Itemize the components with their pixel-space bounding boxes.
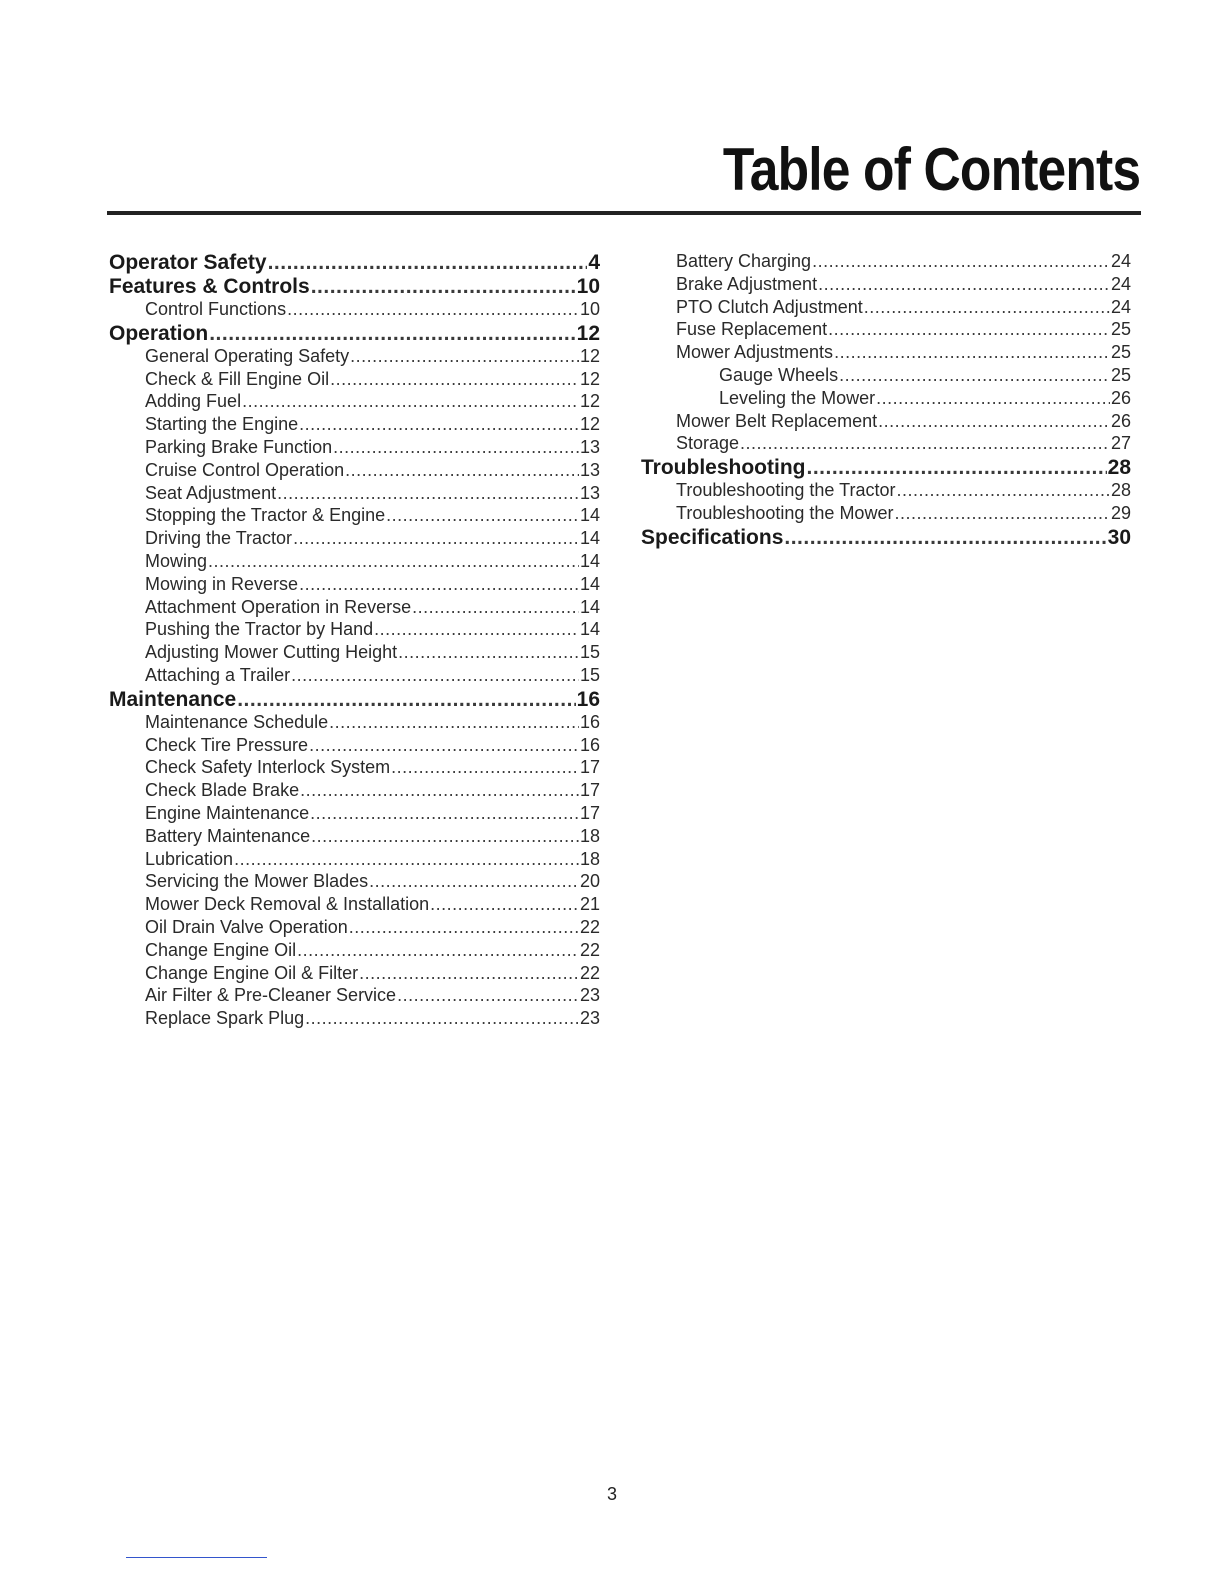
dot-leader	[398, 641, 579, 664]
toc-entry[interactable]	[641, 410, 1131, 433]
toc-entry[interactable]	[109, 916, 600, 939]
toc-entry[interactable]	[109, 345, 600, 368]
dot-leader	[309, 734, 579, 757]
toc-entry-page: 14	[579, 505, 600, 526]
toc-entry-page: 15	[579, 664, 600, 685]
dot-leader	[391, 756, 579, 779]
toc-entry-label: Cruise Control Operation	[145, 459, 345, 480]
toc-entry-page: 4	[588, 251, 600, 274]
toc-entry[interactable]	[109, 893, 600, 916]
toc-entry-page: 24	[1110, 296, 1131, 317]
dot-leader	[397, 984, 579, 1007]
dot-leader	[345, 459, 579, 482]
toc-entry-label: Stopping the Tractor & Engine	[145, 505, 386, 526]
toc-entry-page: 27	[1110, 433, 1131, 454]
dot-leader	[311, 825, 579, 848]
dot-leader	[277, 482, 579, 505]
toc-entry-page: 29	[1110, 502, 1131, 523]
toc-entry-page: 10	[576, 275, 600, 298]
dot-leader	[287, 298, 579, 321]
dot-leader	[864, 296, 1110, 319]
toc-entry-page: 24	[1110, 251, 1131, 271]
toc-entry-label: Parking Brake Function	[145, 436, 333, 457]
toc-entry-label: Attaching a Trailer	[145, 664, 291, 685]
toc-entry-label: Mower Deck Removal & Installation	[145, 894, 430, 915]
dot-leader	[300, 779, 579, 802]
dot-leader	[297, 939, 579, 962]
dot-leader	[812, 250, 1110, 273]
toc-entry-page: 13	[579, 459, 600, 480]
dot-leader	[896, 479, 1110, 502]
dot-leader	[350, 345, 579, 368]
dot-leader	[359, 962, 579, 985]
dot-leader	[293, 527, 579, 550]
dot-leader	[894, 502, 1110, 525]
toc-entry[interactable]	[109, 984, 600, 1007]
toc-section-entry[interactable]	[641, 456, 1131, 479]
toc-entry[interactable]	[109, 825, 600, 848]
page-title: Table of Contents	[722, 136, 1140, 203]
toc-entry[interactable]	[109, 482, 600, 505]
toc-entry[interactable]	[109, 939, 600, 962]
toc-entry-page: 22	[579, 939, 600, 960]
dot-leader	[828, 318, 1110, 341]
dot-leader	[369, 870, 579, 893]
toc-entry[interactable]	[641, 479, 1131, 502]
toc-entry[interactable]	[109, 573, 600, 596]
dot-leader	[299, 573, 579, 596]
toc-entry-label: Mower Belt Replacement	[676, 410, 878, 431]
dot-leader	[374, 618, 579, 641]
toc-section-entry[interactable]	[641, 526, 1131, 549]
toc-entry-page: 12	[579, 345, 600, 366]
dot-leader	[209, 322, 575, 345]
toc-entry[interactable]	[641, 387, 1131, 410]
toc-entry[interactable]	[641, 273, 1131, 296]
dot-leader	[806, 456, 1106, 479]
toc-entry[interactable]	[109, 504, 600, 527]
dot-leader	[242, 390, 579, 413]
toc-entry-page: 13	[579, 482, 600, 503]
toc-entry-label: Check Tire Pressure	[145, 734, 309, 755]
toc-entry[interactable]	[109, 596, 600, 619]
toc-entry-page: 17	[579, 757, 600, 778]
toc-entry[interactable]	[109, 870, 600, 893]
toc-entry-label: Operation	[109, 321, 209, 345]
toc-entry[interactable]	[109, 802, 600, 825]
toc-entry-label: Engine Maintenance	[145, 802, 310, 823]
dot-leader	[878, 410, 1110, 433]
toc-entry[interactable]	[109, 734, 600, 757]
toc-entry[interactable]	[109, 459, 600, 482]
toc-entry-label: Starting the Engine	[145, 414, 299, 435]
toc-entry[interactable]	[641, 364, 1131, 387]
toc-entry-label: Battery Charging	[676, 251, 812, 271]
toc-entry-label: Maintenance Schedule	[145, 711, 329, 732]
toc-entry[interactable]	[109, 664, 600, 687]
toc-entry-label: Troubleshooting the Tractor	[676, 480, 896, 501]
toc-entry[interactable]	[641, 296, 1131, 319]
toc-entry-page: 14	[579, 550, 600, 571]
toc-entry-page: 30	[1107, 525, 1131, 549]
toc-entry-label: Control Functions	[145, 299, 287, 319]
toc-entry-page: 12	[576, 321, 600, 345]
toc-entry[interactable]	[109, 779, 600, 802]
dot-leader	[333, 436, 579, 459]
toc-entry-label: Check Safety Interlock System	[145, 757, 391, 778]
toc-entry-page: 12	[579, 391, 600, 412]
toc-section-entry[interactable]	[109, 275, 600, 298]
toc-entry-label: Troubleshooting	[641, 456, 806, 480]
toc-entry-label: Air Filter & Pre-Cleaner Service	[145, 985, 397, 1006]
toc-entry-page: 16	[579, 711, 600, 732]
toc-entry-page: 28	[1110, 480, 1131, 501]
dot-leader	[740, 432, 1110, 455]
toc-entry-page: 14	[579, 528, 600, 549]
toc-entry-page: 17	[579, 780, 600, 801]
page-number: 3	[606, 1484, 617, 1504]
toc-entry[interactable]	[109, 756, 600, 779]
toc-entry[interactable]	[641, 250, 1131, 273]
dot-leader	[818, 273, 1110, 296]
toc-entry-page: 13	[579, 436, 600, 457]
dot-leader	[349, 916, 579, 939]
toc-entry-label: Troubleshooting the Mower	[676, 502, 894, 523]
toc-entry[interactable]	[109, 436, 600, 459]
toc-entry-label: Leveling the Mower	[719, 387, 876, 408]
dot-leader	[310, 802, 579, 825]
toc-entry-page: 28	[1107, 456, 1131, 480]
toc-entry-page: 20	[579, 871, 600, 892]
toc-entry-label: Storage	[676, 433, 740, 454]
dot-leader	[834, 341, 1110, 364]
toc-entry-label: Specifications	[641, 525, 784, 549]
toc-entry-page: 26	[1110, 410, 1131, 431]
toc-entry[interactable]	[109, 1007, 600, 1030]
toc-entry-label: Seat Adjustment	[145, 482, 277, 503]
toc-entry[interactable]	[641, 318, 1131, 341]
toc-entry-label: Fuse Replacement	[676, 319, 828, 340]
toc-entry[interactable]	[109, 368, 600, 391]
toc-entry-label: General Operating Safety	[145, 345, 350, 366]
toc-entry-label: Operator Safety	[109, 251, 267, 274]
toc-entry-page: 22	[579, 962, 600, 983]
toc-right-column	[641, 250, 1131, 549]
dot-leader	[237, 688, 575, 711]
toc-entry-page: 25	[1110, 342, 1131, 363]
toc-section-entry[interactable]	[109, 322, 600, 345]
toc-entry-label: Change Engine Oil	[145, 939, 297, 960]
toc-entry-label: Driving the Tractor	[145, 528, 293, 549]
toc-entry[interactable]	[109, 641, 600, 664]
toc-entry-page: 14	[579, 596, 600, 617]
toc-entry-page: 16	[579, 734, 600, 755]
toc-entry-label: Check Blade Brake	[145, 780, 300, 801]
toc-entry-page: 10	[579, 299, 600, 319]
toc-entry-label: Lubrication	[145, 848, 234, 869]
toc-entry-label: Check & Fill Engine Oil	[145, 368, 330, 389]
toc-entry-page: 15	[579, 642, 600, 663]
toc-entry[interactable]	[641, 432, 1131, 455]
toc-entry-page: 18	[579, 848, 600, 869]
toc-entry[interactable]	[109, 848, 600, 871]
toc-entry-page: 23	[579, 1008, 600, 1029]
toc-entry[interactable]	[109, 618, 600, 641]
toc-left-column	[109, 250, 600, 1030]
dot-leader	[234, 848, 579, 871]
toc-entry-page: 17	[579, 802, 600, 823]
toc-entry-label: Maintenance	[109, 687, 237, 711]
toc-entry-label: Servicing the Mower Blades	[145, 871, 369, 892]
toc-entry[interactable]	[109, 527, 600, 550]
toc-entry-page: 18	[579, 825, 600, 846]
footer-line	[126, 1557, 267, 1558]
dot-leader	[329, 711, 579, 734]
dot-leader	[839, 364, 1110, 387]
dot-leader	[876, 387, 1110, 410]
toc-entry-page: 14	[579, 573, 600, 594]
toc-entry-label: Attachment Operation in Reverse	[145, 596, 412, 617]
toc-entry-label: Change Engine Oil & Filter	[145, 962, 359, 983]
toc-entry-page: 26	[1110, 387, 1131, 408]
toc-entry-page: 24	[1110, 273, 1131, 294]
toc-section-entry[interactable]	[109, 251, 600, 274]
toc-entry-page: 22	[579, 916, 600, 937]
toc-entry-page: 21	[579, 894, 600, 915]
dot-leader	[208, 550, 579, 573]
toc-section-entry[interactable]	[109, 688, 600, 711]
toc-entry-label: Gauge Wheels	[719, 364, 839, 385]
toc-entry[interactable]	[109, 390, 600, 413]
toc-entry-page: 12	[579, 414, 600, 435]
dot-leader	[268, 251, 588, 274]
dot-leader	[386, 504, 579, 527]
toc-entry-label: Oil Drain Valve Operation	[145, 916, 348, 937]
dot-leader	[291, 664, 579, 687]
toc-entry-label: Brake Adjustment	[676, 273, 818, 294]
toc-entry-page: 12	[579, 368, 600, 389]
toc-entry-label: Mower Adjustments	[676, 342, 834, 363]
dot-leader	[311, 275, 576, 298]
toc-entry[interactable]	[109, 962, 600, 985]
toc-entry[interactable]	[641, 502, 1131, 525]
toc-entry-label: Mowing in Reverse	[145, 573, 299, 594]
toc-entry-label: PTO Clutch Adjustment	[676, 296, 863, 317]
toc-entry[interactable]	[109, 413, 600, 436]
toc-entry[interactable]	[109, 550, 600, 573]
toc-entry[interactable]	[109, 298, 600, 321]
toc-entry[interactable]	[109, 711, 600, 734]
dot-leader	[299, 413, 579, 436]
toc-entry-label: Battery Maintenance	[145, 825, 311, 846]
toc-entry-page: 25	[1110, 364, 1131, 385]
toc-entry-page: 16	[576, 687, 600, 711]
toc-entry-label: Mowing	[145, 550, 208, 571]
dot-leader	[412, 596, 579, 619]
dot-leader	[330, 368, 579, 391]
title-rule	[107, 211, 1141, 215]
dot-leader	[305, 1007, 579, 1030]
toc-entry-page: 25	[1110, 319, 1131, 340]
toc-entry-label: Pushing the Tractor by Hand	[145, 619, 374, 640]
toc-entry-label: Replace Spark Plug	[145, 1008, 305, 1029]
dot-leader	[430, 893, 579, 916]
toc-entry-label: Adjusting Mower Cutting Height	[145, 642, 398, 663]
toc-entry-label: Features & Controls	[109, 275, 310, 298]
toc-entry[interactable]	[641, 341, 1131, 364]
toc-entry-page: 14	[579, 619, 600, 640]
toc-entry-label: Adding Fuel	[145, 391, 242, 412]
dot-leader	[784, 526, 1106, 549]
toc-entry-page: 23	[579, 985, 600, 1006]
